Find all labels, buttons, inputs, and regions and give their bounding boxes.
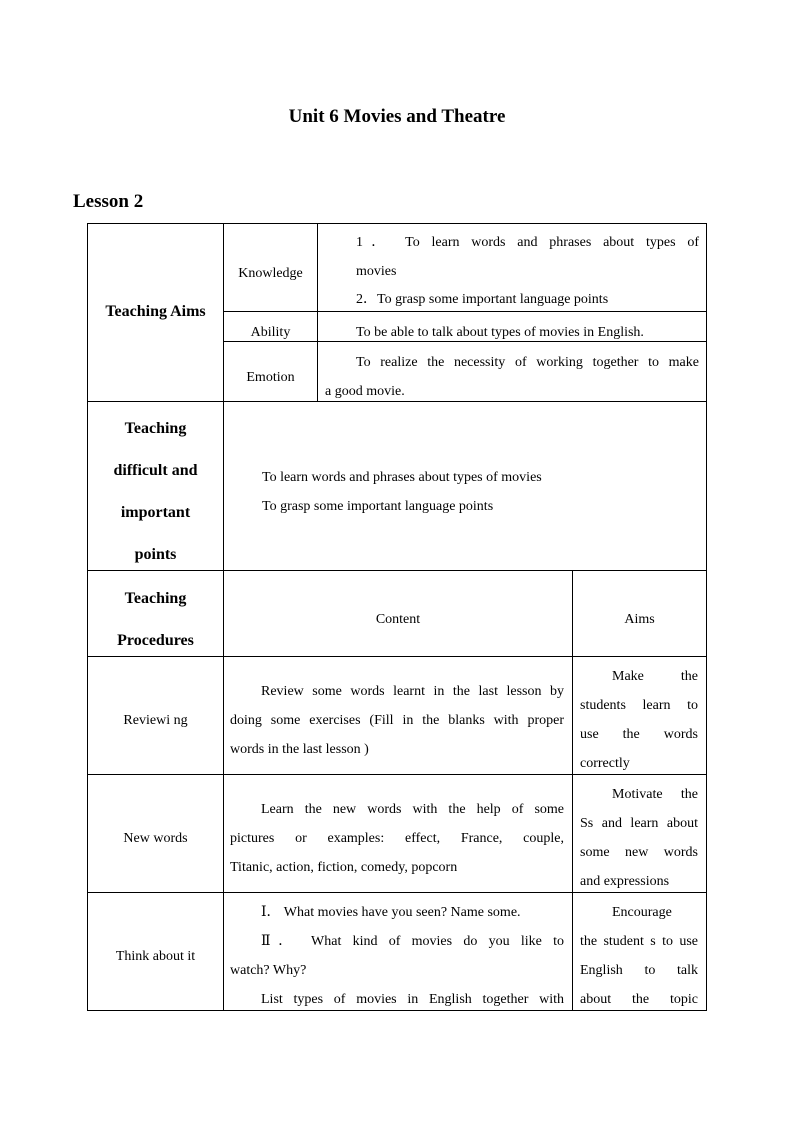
ability-text [356,318,699,347]
content-line: Review some words learnt in the last lesson by [261,684,564,699]
difficult-label-line: difficult and [113,462,198,479]
content-line: watch? Why? [230,963,307,978]
content-header: Content [375,612,421,627]
aims-line: Motivate the [612,787,698,802]
difficult-points-text [262,463,682,521]
knowledge-line: 1． To learn words and phrases about types of [356,235,699,250]
content-line: Titanic, action, fiction, comedy, popcorn [230,860,458,875]
difficult-label-line: important [120,504,191,521]
emotion-label: Emotion [246,370,295,385]
difficult-label-line: Teaching [124,420,187,437]
think-aims [580,898,698,1014]
ability-line: To be able to talk about types of movies in English. [356,325,644,340]
aims-line: Ss and learn about [580,816,698,831]
aims-line: the student s to use [580,934,698,949]
content-line: Ⅱ． What kind of movies do you like to [261,934,564,949]
content-line: Ⅰ． What movies have you seen? Name some. [261,905,521,920]
think-content [230,898,564,1014]
content-line: words in the last lesson ) [230,742,369,757]
procedures-label-line: Teaching [124,590,187,607]
aims-line: and expressions [580,874,670,889]
procedures-label [88,578,223,662]
content-line: pictures or examples: effect, France, couple, [230,831,564,846]
reviewing-aims [580,662,698,778]
procedures-label-line: Procedures [117,632,194,649]
page-title: Unit 6 Movies and Theatre [288,106,506,127]
aims-line: Encourage [612,905,672,920]
emotion-line: To realize the necessity of working together to make [356,355,699,370]
stage-reviewing: Reviewi ng [123,713,188,728]
stage-think-about-it: Think about it [115,949,196,964]
aims-line: students learn to [580,698,698,713]
content-line: List types of movies in English together with [261,992,564,1007]
aims-line: Make the [612,669,698,684]
aims-line: about the topic [580,992,698,1007]
aims-line: correctly [580,756,630,771]
knowledge-line: 2．To grasp some important language points [356,292,609,307]
aims-line: use the words [580,727,698,742]
table-divider [317,223,318,401]
lesson-heading: Lesson 2 [73,191,144,212]
aims-header: Aims [624,612,655,627]
aims-line: English to talk [580,963,698,978]
teaching-aims-label: Teaching Aims [105,303,206,320]
knowledge-label: Knowledge [238,266,303,281]
new-words-aims [580,780,698,896]
difficult-label-line: points [134,546,177,563]
knowledge-line: movies [356,264,397,279]
emotion-line: a good movie. [325,384,405,399]
new-words-content [230,795,564,882]
content-line: Learn the new words with the help of some [261,802,564,817]
stage-new-words: New words [123,831,188,846]
knowledge-text [356,228,699,314]
table-divider [572,570,573,1011]
difficult-line: To learn words and phrases about types of movies [262,470,542,485]
emotion-text [325,348,699,406]
reviewing-content [230,677,564,764]
aims-line: some new words [580,845,698,860]
content-line: doing some exercises (Fill in the blanks with proper [230,713,564,728]
difficult-line: To grasp some important language points [262,499,494,514]
ability-label: Ability [250,325,291,340]
difficult-points-label [88,408,223,576]
